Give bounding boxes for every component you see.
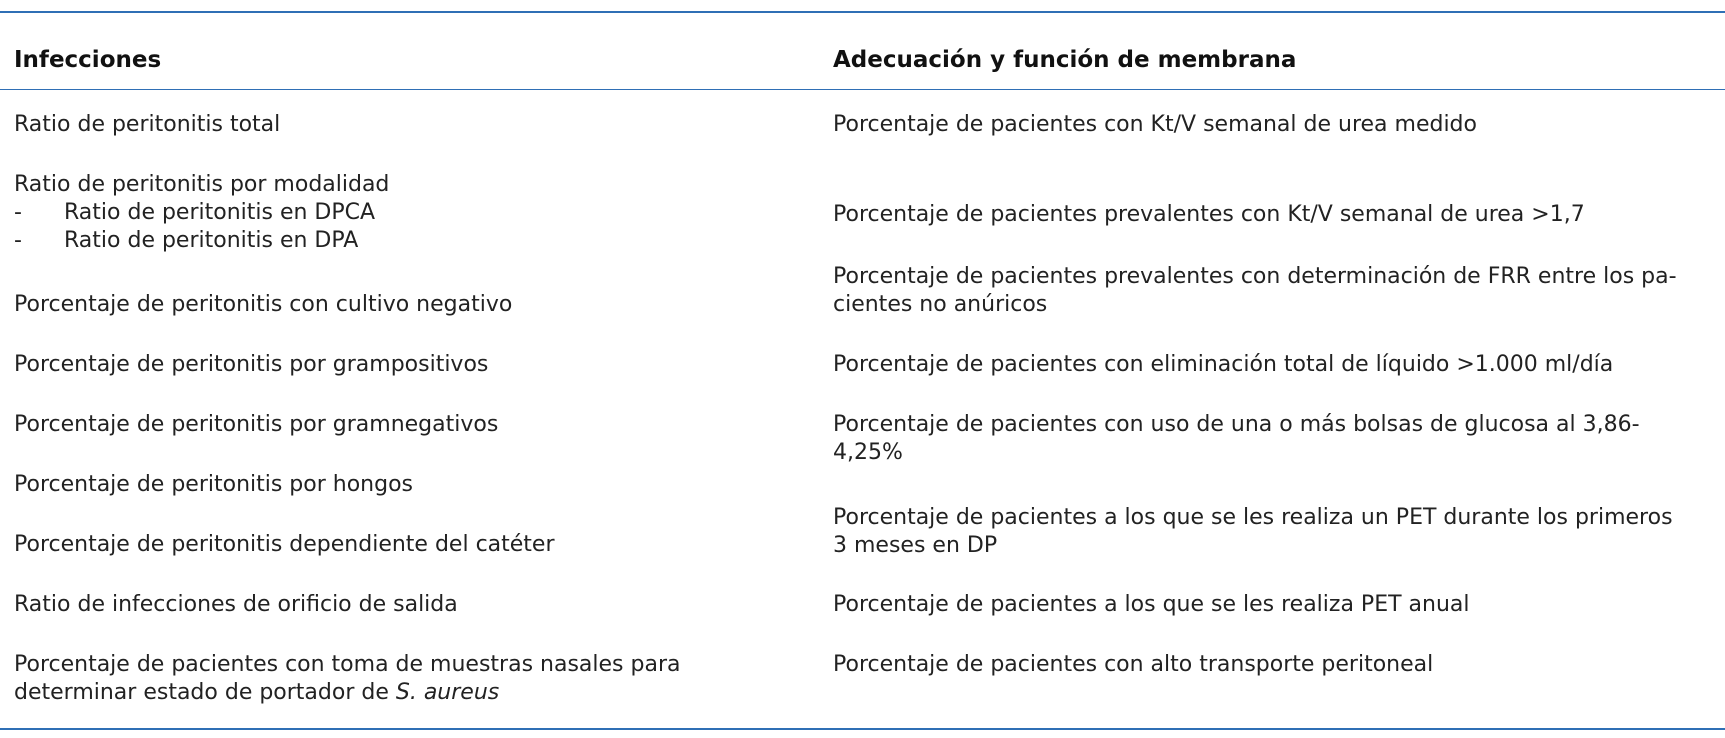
adecuacion-item: Porcentaje de pacientes con uso de una o más bolsas de glucosa al 3,86- (833, 412, 1640, 437)
infecciones-item: Porcentaje de pacientes con toma de muestras nasales para (14, 652, 681, 677)
adecuacion-item: Porcentaje de pacientes con Kt/V semanal de urea medido (833, 112, 1477, 137)
adecuacion-item: 4,25% (833, 440, 903, 465)
infecciones-item: Porcentaje de peritonitis por grampositivos (14, 352, 489, 377)
adecuacion-item: Porcentaje de pacientes prevalentes con Kt/V semanal de urea >1,7 (833, 202, 1585, 227)
adecuacion-item: Porcentaje de pacientes a los que se les realiza PET anual (833, 592, 1470, 617)
top-rule (0, 11, 1725, 13)
infecciones-item: Ratio de peritonitis total (14, 112, 281, 137)
bottom-rule (0, 728, 1725, 730)
adecuacion-item: 3 meses en DP (833, 533, 998, 558)
header-rule (0, 89, 1725, 90)
infecciones-item: Ratio de peritonitis por modalidad (14, 172, 390, 197)
adecuacion-item: Porcentaje de pacientes a los que se les realiza un PET durante los primeros (833, 505, 1673, 530)
infecciones-item: Porcentaje de peritonitis dependiente del catéter (14, 532, 555, 557)
adecuacion-item: cientes no anúricos (833, 292, 1048, 317)
adecuacion-item: Porcentaje de pacientes prevalentes con determinación de FRR entre los pa- (833, 264, 1677, 289)
header-infecciones: Infecciones (14, 47, 162, 73)
infecciones-item: Porcentaje de peritonitis por hongos (14, 472, 414, 497)
infecciones-item: determinar estado de portador de S. aureus (14, 680, 500, 705)
infecciones-item: Ratio de infecciones de orificio de salida (14, 592, 458, 617)
adecuacion-item: Porcentaje de pacientes con alto transporte peritoneal (833, 652, 1434, 677)
infecciones-subitem: - Ratio de peritonitis en DPCA (14, 200, 376, 225)
infecciones-item: Porcentaje de peritonitis con cultivo negativo (14, 292, 513, 317)
adecuacion-item: Porcentaje de pacientes con eliminación total de líquido >1.000 ml/día (833, 352, 1614, 377)
infecciones-item: Porcentaje de peritonitis por gramnegativos (14, 412, 499, 437)
infecciones-subitem: - Ratio de peritonitis en DPA (14, 228, 359, 253)
header-adecuacion: Adecuación y función de membrana (833, 47, 1297, 73)
